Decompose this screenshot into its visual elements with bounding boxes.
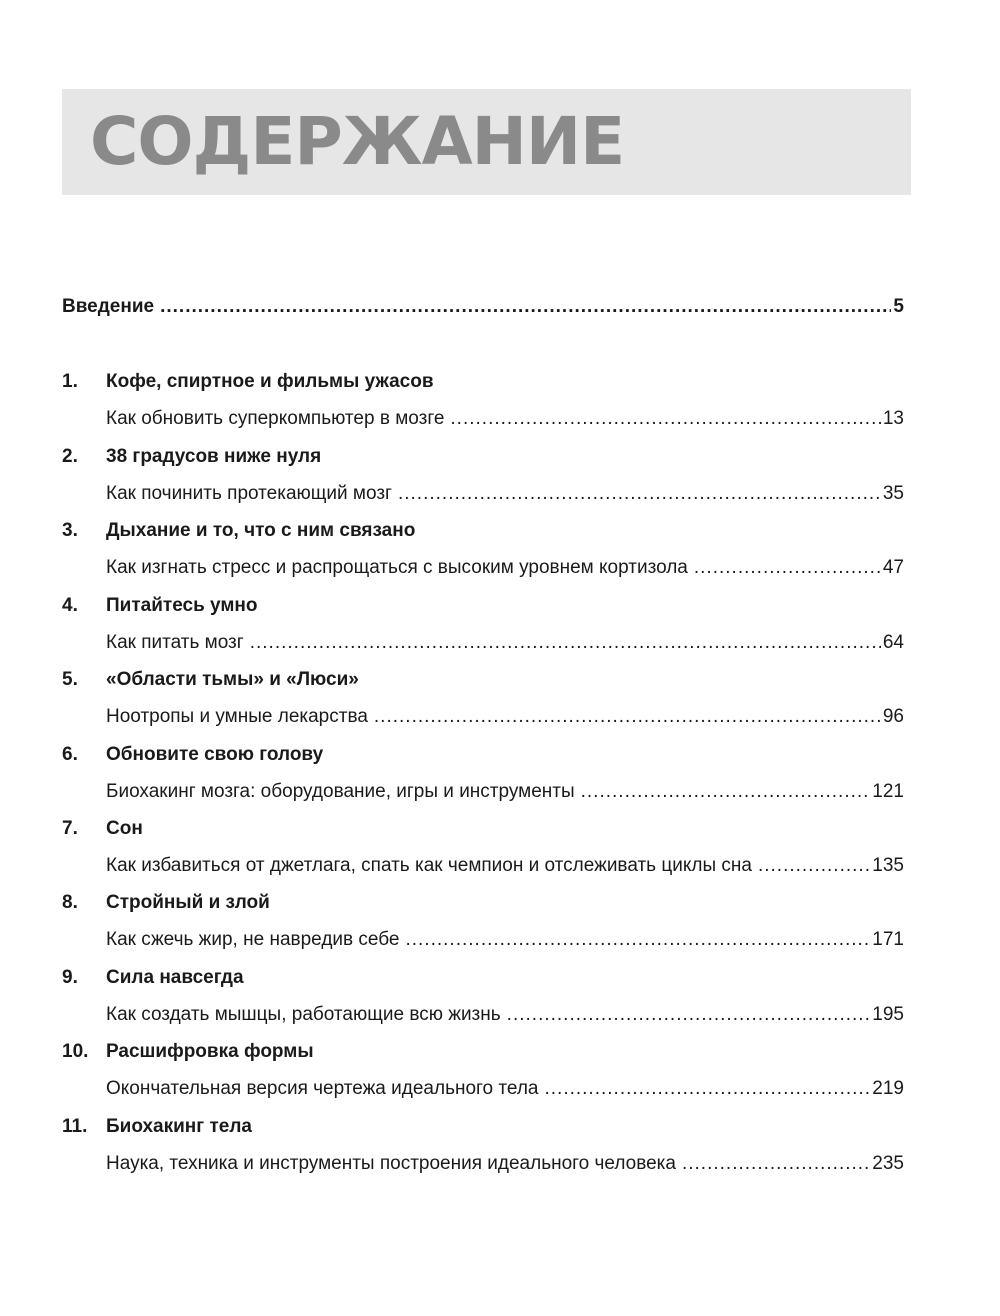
toc-subtitle-row[interactable]	[106, 628, 904, 658]
toc-subtitle-row[interactable]	[106, 777, 904, 807]
chapter-number: 9.	[62, 967, 78, 988]
dot-leader	[405, 925, 870, 955]
chapter-number: 2.	[62, 446, 78, 467]
dot-leader	[398, 479, 881, 509]
chapter-number: 8.	[62, 892, 78, 913]
chapter-page: 171	[872, 929, 904, 950]
chapter-title: Питайтесь умно	[106, 595, 258, 616]
chapter-title: «Области тьмы» и «Люси»	[106, 669, 359, 690]
chapter-subtitle: Как питать мозг	[106, 632, 244, 653]
chapter-page: 235	[872, 1153, 904, 1174]
toc-subtitle-row[interactable]	[106, 851, 904, 881]
toc-subtitle-row[interactable]	[106, 1149, 904, 1179]
toc-intro-page: 5	[893, 296, 904, 317]
toc-subtitle-row[interactable]	[106, 1000, 904, 1030]
toc-subtitle-row[interactable]	[106, 479, 904, 509]
chapter-title: Сон	[106, 818, 143, 839]
page-title: СОДЕРЖАНИЕ	[90, 103, 625, 180]
chapter-number: 11.	[62, 1116, 88, 1137]
chapter-page: 96	[882, 706, 904, 727]
title-band	[62, 89, 911, 195]
toc-intro-label: Введение	[62, 296, 155, 317]
dot-leader	[507, 1000, 871, 1030]
chapter-subtitle: Окончательная версия чертежа идеального тела	[106, 1078, 539, 1099]
chapter-number: 1.	[62, 371, 78, 392]
dot-leader	[374, 702, 881, 732]
dot-leader	[544, 1074, 870, 1104]
toc-chapter-row[interactable]	[62, 888, 904, 918]
chapter-number: 7.	[62, 818, 78, 839]
chapter-page: 195	[872, 1004, 904, 1025]
toc-subtitle-row[interactable]	[106, 404, 904, 434]
chapter-subtitle: Биохакинг мозга: оборудование, игры и инструменты	[106, 781, 575, 802]
dot-leader	[450, 404, 880, 434]
chapter-page: 135	[872, 855, 904, 876]
chapter-number: 6.	[62, 744, 78, 765]
dot-leader	[581, 777, 871, 807]
chapter-title: Дыхание и то, что с ним связано	[106, 520, 416, 541]
chapter-title: Обновите свою голову	[106, 744, 324, 765]
dot-leader	[160, 292, 891, 322]
chapter-title: 38 градусов ниже нуля	[106, 446, 322, 467]
chapter-page: 13	[882, 408, 904, 429]
chapter-number: 5.	[62, 669, 78, 690]
toc-chapter-row[interactable]	[62, 442, 904, 472]
chapter-title: Стройный и злой	[106, 892, 270, 913]
toc-subtitle-row[interactable]	[106, 925, 904, 955]
dot-leader	[250, 628, 881, 658]
chapter-subtitle: Как избавиться от джетлага, спать как чемпион и отслеживать циклы сна	[106, 855, 752, 876]
chapter-page: 47	[882, 557, 904, 578]
chapter-subtitle: Наука, техника и инструменты построения идеального человека	[106, 1153, 676, 1174]
chapter-subtitle: Как починить протекающий мозг	[106, 483, 392, 504]
chapter-page: 219	[872, 1078, 904, 1099]
chapter-page: 64	[882, 632, 904, 653]
chapter-number: 10.	[62, 1041, 89, 1062]
chapter-title: Кофе, спиртное и фильмы ужасов	[106, 371, 434, 392]
chapter-number: 4.	[62, 595, 78, 616]
chapter-subtitle: Ноотропы и умные лекарства	[106, 706, 368, 727]
chapter-subtitle: Как изгнать стресс и распрощаться с высоким уровнем кортизола	[106, 557, 688, 578]
chapter-page: 121	[872, 781, 904, 802]
toc-intro-row[interactable]	[62, 292, 904, 322]
dot-leader	[682, 1149, 870, 1179]
toc-chapter-row[interactable]	[62, 665, 904, 695]
chapter-number: 3.	[62, 520, 78, 541]
toc-chapter-row[interactable]	[62, 1112, 904, 1142]
toc-chapter-row[interactable]	[62, 1037, 904, 1067]
toc-chapter-row[interactable]	[62, 516, 904, 546]
toc-subtitle-row[interactable]	[106, 553, 904, 583]
toc-subtitle-row[interactable]	[106, 1074, 904, 1104]
toc-chapter-row[interactable]	[62, 367, 904, 397]
chapter-subtitle: Как сжечь жир, не навредив себе	[106, 929, 400, 950]
chapter-page: 35	[882, 483, 904, 504]
chapter-subtitle: Как обновить суперкомпьютер в мозге	[106, 408, 445, 429]
toc-chapter-row[interactable]	[62, 963, 904, 993]
chapter-subtitle: Как создать мышцы, работающие всю жизнь	[106, 1004, 501, 1025]
toc-chapter-row[interactable]	[62, 814, 904, 844]
toc-chapter-row[interactable]	[62, 591, 904, 621]
chapter-title: Биохакинг тела	[106, 1116, 252, 1137]
toc-chapter-row[interactable]	[62, 740, 904, 770]
chapter-title: Расшифровка формы	[106, 1041, 314, 1062]
chapter-title: Сила навсегда	[106, 967, 244, 988]
dot-leader	[694, 553, 881, 583]
toc-subtitle-row[interactable]	[106, 702, 904, 732]
dot-leader	[758, 851, 870, 881]
